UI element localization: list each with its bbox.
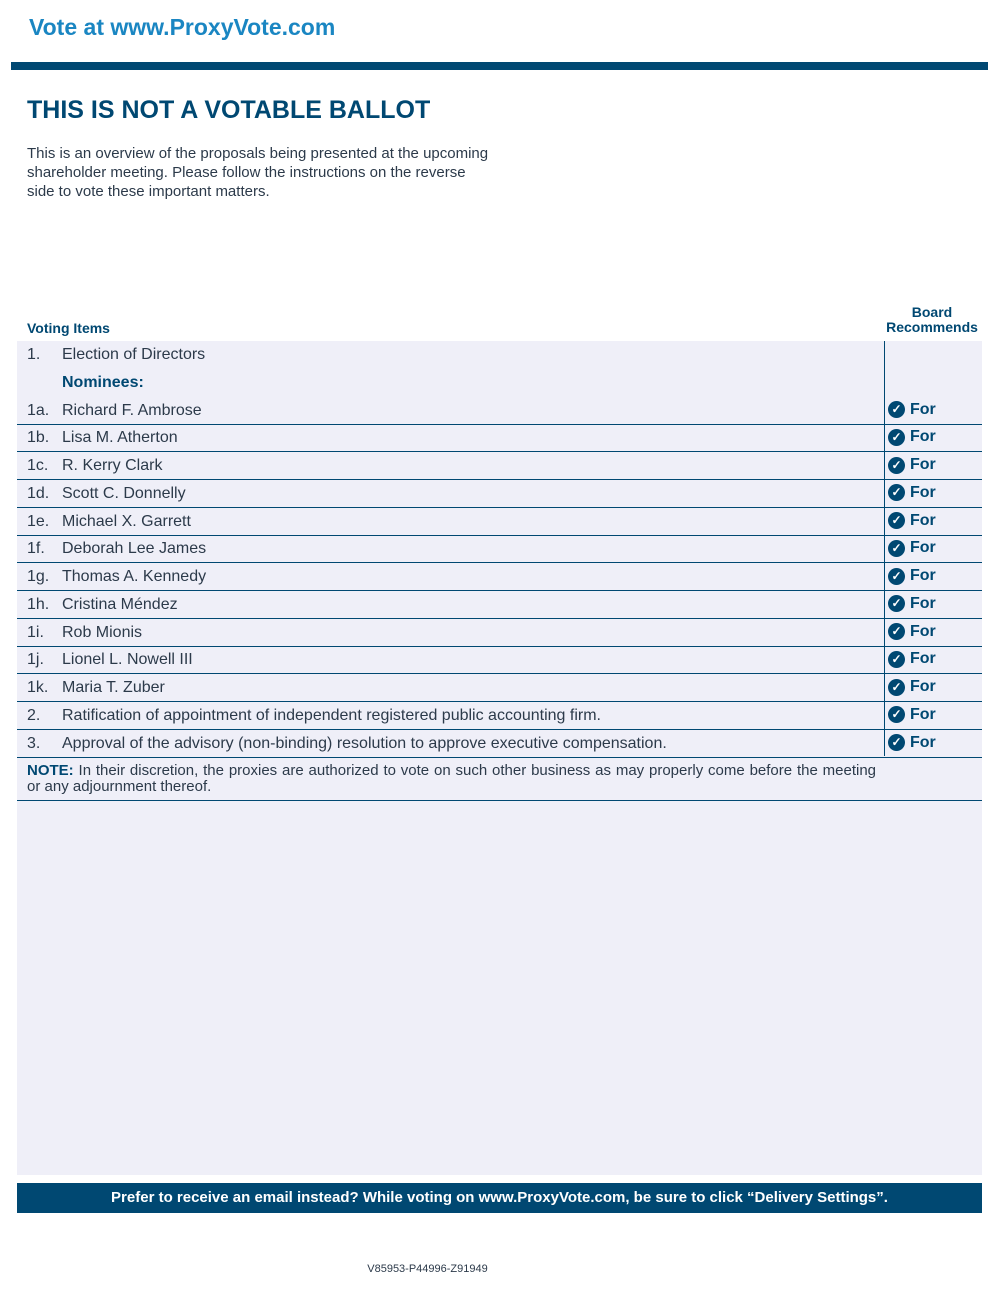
recommendation-text: For (910, 428, 936, 446)
check-circle-icon: ✓ (888, 512, 905, 529)
item-number: 1. (27, 346, 41, 363)
voting-items-header: Voting Items (27, 320, 110, 336)
email-delivery-banner: Prefer to receive an email instead? While voting on www.ProxyVote.com, be sure to click “Delivery Settings”. (17, 1183, 982, 1213)
voting-item-row (17, 480, 982, 508)
board-recommendation (888, 428, 936, 446)
recommendation-text: For (910, 400, 936, 418)
check-circle-icon: ✓ (888, 540, 905, 557)
item-number: 1b. (27, 429, 50, 447)
board-header-line1: Board (911, 304, 953, 320)
note-text: In their discretion, the proxies are authorized to vote on such other business as may properly come before the meeting or any adjournment thereof. (27, 762, 877, 795)
board-header-line2: Recommends (886, 319, 978, 335)
recommendation-text: For (910, 594, 936, 612)
check-circle-icon: ✓ (888, 568, 905, 585)
recommendation-text: For (910, 678, 936, 695)
page-title: THIS IS NOT A VOTABLE BALLOT (27, 96, 431, 124)
item-label: Scott C. Donnelly (62, 484, 186, 502)
check-circle-icon: ✓ (888, 679, 905, 696)
note-block (17, 757, 982, 801)
item-number: 1f. (27, 540, 45, 558)
board-recommendation (888, 512, 936, 530)
recommendation-text: For (910, 511, 936, 529)
recommendation-text: For (910, 456, 936, 473)
check-circle-icon: ✓ (888, 401, 905, 418)
recommendation-text: For (910, 567, 936, 584)
item-number: 1h. (27, 595, 50, 613)
recommendation-text: For (910, 483, 936, 501)
board-recommendation (888, 401, 936, 419)
check-circle-icon: ✓ (888, 706, 905, 723)
recommendation-text: For (910, 650, 936, 668)
item-number: 1d. (27, 484, 50, 502)
item-label: Ratification of appointment of independent registered public accounting firm. (62, 706, 601, 724)
voting-item-row (17, 730, 982, 758)
item-number: 1i. (27, 623, 44, 641)
check-circle-icon: ✓ (888, 429, 905, 446)
item-number: 1c. (27, 457, 49, 474)
voting-item-row (17, 397, 982, 425)
item-label: R. Kerry Clark (62, 457, 163, 474)
voting-item-row (17, 702, 982, 730)
recommendation-text: For (910, 539, 936, 557)
board-recommendation (888, 484, 936, 502)
board-recommendation (888, 734, 936, 752)
item-label: Michael X. Garrett (62, 512, 191, 530)
item-number: 3. (27, 734, 41, 752)
recommendation-text: For (910, 733, 936, 751)
check-circle-icon: ✓ (888, 651, 905, 668)
intro-text: This is an overview of the proposals being presented at the upcoming shareholder meeting. Please follow the instructions on the reverse side to vote these important matters. (27, 145, 489, 200)
check-circle-icon: ✓ (888, 457, 905, 474)
item-number: 1e. (27, 512, 50, 530)
voting-item-row (17, 619, 982, 647)
item-label: Nominees: (62, 373, 144, 391)
note-label: NOTE: (27, 762, 74, 779)
voting-item-row (17, 369, 982, 397)
board-recommendation (888, 539, 936, 557)
voting-item-row (17, 674, 982, 702)
board-recommendation (888, 678, 936, 696)
item-label: Lisa M. Atherton (62, 429, 178, 447)
check-circle-icon: ✓ (888, 595, 905, 612)
board-recommendation (888, 650, 936, 668)
check-circle-icon: ✓ (888, 623, 905, 640)
check-circle-icon: ✓ (888, 734, 905, 751)
check-circle-icon: ✓ (888, 484, 905, 501)
board-recommendation (888, 595, 936, 613)
item-label: Thomas A. Kennedy (62, 568, 207, 585)
item-label: Rob Mionis (62, 623, 143, 641)
item-label: Deborah Lee James (62, 540, 207, 558)
voting-item-row (17, 508, 982, 536)
item-number: 1a. (27, 401, 50, 419)
board-recommendation (888, 706, 936, 724)
voting-item-row (17, 563, 982, 591)
voting-item-row (17, 341, 982, 369)
item-label: Richard F. Ambrose (62, 401, 202, 419)
voting-item-row (17, 424, 982, 452)
board-recommendation (888, 567, 936, 585)
recommendation-text: For (910, 705, 936, 723)
voting-item-row (17, 452, 982, 480)
item-number: 2. (27, 706, 41, 724)
document-code: V85953-P44996-Z91949 (367, 1263, 488, 1275)
item-label: Maria T. Zuber (62, 679, 165, 696)
board-recommends-header (884, 305, 980, 335)
item-label: Approval of the advisory (non-binding) resolution to approve executive compensation. (62, 734, 667, 752)
board-recommendation (888, 456, 936, 474)
board-recommendation (888, 623, 936, 641)
item-label: Lionel L. Nowell III (62, 651, 193, 669)
header-rule (11, 62, 988, 70)
item-label: Cristina Méndez (62, 595, 178, 613)
header-title: Vote at www.ProxyVote.com (29, 14, 336, 40)
voting-item-row (17, 646, 982, 674)
voting-item-row (17, 591, 982, 619)
item-number: 1g. (27, 568, 50, 585)
item-label: Election of Directors (62, 346, 206, 363)
recommendation-text: For (910, 622, 936, 640)
item-number: 1k. (27, 679, 49, 696)
item-number: 1j. (27, 651, 44, 669)
voting-item-row (17, 535, 982, 563)
